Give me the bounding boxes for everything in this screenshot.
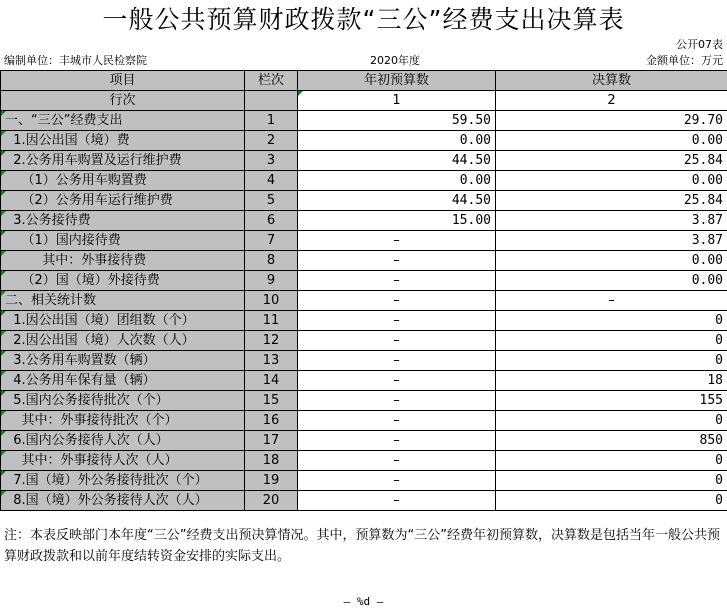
- row-budget: –: [298, 351, 496, 371]
- row-final: 0.00: [496, 171, 727, 191]
- row-col-no: 13: [245, 351, 298, 371]
- row-col-no: 16: [245, 411, 298, 431]
- row-item: 其中：外事接待费: [1, 251, 245, 271]
- page-title: 一般公共预算财政拨款“三公”经费支出决算表: [102, 5, 625, 34]
- index-col-no: [245, 91, 298, 111]
- table-row: [1, 291, 727, 311]
- row-col-no: 7: [245, 231, 298, 251]
- row-budget: –: [298, 271, 496, 291]
- row-col-no: 5: [245, 191, 298, 211]
- row-item: 一、“三公”经费支出: [1, 111, 245, 131]
- row-budget: 15.00: [298, 211, 496, 231]
- row-item: 5.国内公务接待批次（个）: [1, 391, 245, 411]
- row-item: （1）国内接待费: [1, 231, 245, 251]
- header-col-no: 栏次: [245, 71, 298, 91]
- row-final: 0.00: [496, 251, 727, 271]
- row-item: 4.公务用车保有量（辆）: [1, 371, 245, 391]
- budget-table: [0, 70, 727, 511]
- row-final: 0: [496, 351, 727, 371]
- row-col-no: 1: [245, 111, 298, 131]
- table-row: [1, 171, 727, 191]
- row-budget: 44.50: [298, 191, 496, 211]
- row-budget: 59.50: [298, 111, 496, 131]
- row-item: 1.因公出国（境）团组数（个）: [1, 311, 245, 331]
- row-budget: –: [298, 311, 496, 331]
- table-row: [1, 411, 727, 431]
- row-budget: 0.00: [298, 171, 496, 191]
- table-row: [1, 111, 727, 131]
- row-item: 2.因公出国（境）人次数（人）: [1, 331, 245, 351]
- fiscal-year: 2020年度: [370, 54, 420, 67]
- row-final: 0: [496, 451, 727, 471]
- row-final: 155: [496, 391, 727, 411]
- row-final: 0.00: [496, 271, 727, 291]
- row-item: 二、相关统计数: [1, 291, 245, 311]
- table-row: [1, 211, 727, 231]
- table-row: [1, 151, 727, 171]
- row-budget: –: [298, 231, 496, 251]
- row-budget: –: [298, 431, 496, 451]
- table-row: [1, 131, 727, 151]
- table-row: [1, 311, 727, 331]
- row-col-no: 10: [245, 291, 298, 311]
- row-col-no: 19: [245, 471, 298, 491]
- row-final: 25.84: [496, 191, 727, 211]
- row-budget: –: [298, 251, 496, 271]
- row-col-no: 15: [245, 391, 298, 411]
- row-budget: 0.00: [298, 131, 496, 151]
- row-budget: –: [298, 451, 496, 471]
- row-final: 3.87: [496, 231, 727, 251]
- row-col-no: 18: [245, 451, 298, 471]
- table-row: [1, 451, 727, 471]
- row-item: （1）公务用车购置费: [1, 171, 245, 191]
- row-col-no: 17: [245, 431, 298, 451]
- row-col-no: 2: [245, 131, 298, 151]
- row-final: 0: [496, 331, 727, 351]
- row-item: 6.国内公务接待人次（人）: [1, 431, 245, 451]
- row-final: 0: [496, 311, 727, 331]
- table-row: [1, 471, 727, 491]
- header-final: 决算数: [496, 71, 727, 91]
- row-budget: –: [298, 291, 496, 311]
- table-row: [1, 271, 727, 291]
- row-budget: –: [298, 491, 496, 511]
- row-col-no: 12: [245, 331, 298, 351]
- row-final: 29.70: [496, 111, 727, 131]
- index-row: [1, 91, 727, 111]
- row-budget: 44.50: [298, 151, 496, 171]
- row-budget: –: [298, 371, 496, 391]
- table-note: 注：本表反映部门本年度“三公”经费支出预决算情况。其中，预算数为“三公”经费年初预算数，决算数是包括当年一般公共预算财政拨款和以前年度结转资金安排的实际支出。: [4, 528, 720, 564]
- row-col-no: 14: [245, 371, 298, 391]
- table-row: [1, 371, 727, 391]
- row-final: 3.87: [496, 211, 727, 231]
- row-col-no: 3: [245, 151, 298, 171]
- row-item: 7.国（境）外公务接待批次（个）: [1, 471, 245, 491]
- row-final: 0: [496, 491, 727, 511]
- row-budget: –: [298, 331, 496, 351]
- header-row-label: 行次: [1, 91, 245, 111]
- row-col-no: 8: [245, 251, 298, 271]
- row-col-no: 6: [245, 211, 298, 231]
- row-item: 2.公务用车购置及运行维护费: [1, 151, 245, 171]
- row-item: （2）公务用车运行维护费: [1, 191, 245, 211]
- row-item: 8.国（境）外公务接待人次（人）: [1, 491, 245, 511]
- row-final: 0: [496, 471, 727, 491]
- table-row: [1, 351, 727, 371]
- row-item: 1.因公出国（境）费: [1, 131, 245, 151]
- index-budget: 1: [298, 91, 496, 111]
- table-row: [1, 391, 727, 411]
- header-budget: 年初预算数: [298, 71, 496, 91]
- row-final: 18: [496, 371, 727, 391]
- row-col-no: 9: [245, 271, 298, 291]
- table-row: [1, 191, 727, 211]
- meta-row: [0, 53, 727, 69]
- row-budget: –: [298, 471, 496, 491]
- row-final: 0: [496, 411, 727, 431]
- amount-unit: 金额单位：万元: [646, 54, 723, 67]
- table-row: [1, 491, 727, 511]
- row-item: （2）国（境）外接待费: [1, 271, 245, 291]
- row-item: 3.公务用车购置数（辆）: [1, 351, 245, 371]
- row-final: 0.00: [496, 131, 727, 151]
- row-col-no: 11: [245, 311, 298, 331]
- header-item: 项目: [1, 71, 245, 91]
- table-row: [1, 231, 727, 251]
- row-col-no: 20: [245, 491, 298, 511]
- form-code: 公开07表: [676, 38, 723, 51]
- row-final: –: [496, 291, 727, 311]
- header-row: [1, 71, 727, 91]
- index-final: 2: [496, 91, 727, 111]
- row-col-no: 4: [245, 171, 298, 191]
- row-item: 3.公务接待费: [1, 211, 245, 231]
- row-item: 其中：外事接待人次（人）: [1, 451, 245, 471]
- compiling-unit: 编制单位：丰城市人民检察院: [4, 54, 147, 67]
- row-budget: –: [298, 391, 496, 411]
- table-row: [1, 431, 727, 451]
- page-footer: — %d —: [343, 595, 384, 608]
- row-item: 其中：外事接待批次（个）: [1, 411, 245, 431]
- table-row: [1, 251, 727, 271]
- row-final: 25.84: [496, 151, 727, 171]
- table-row: [1, 331, 727, 351]
- row-final: 850: [496, 431, 727, 451]
- row-budget: –: [298, 411, 496, 431]
